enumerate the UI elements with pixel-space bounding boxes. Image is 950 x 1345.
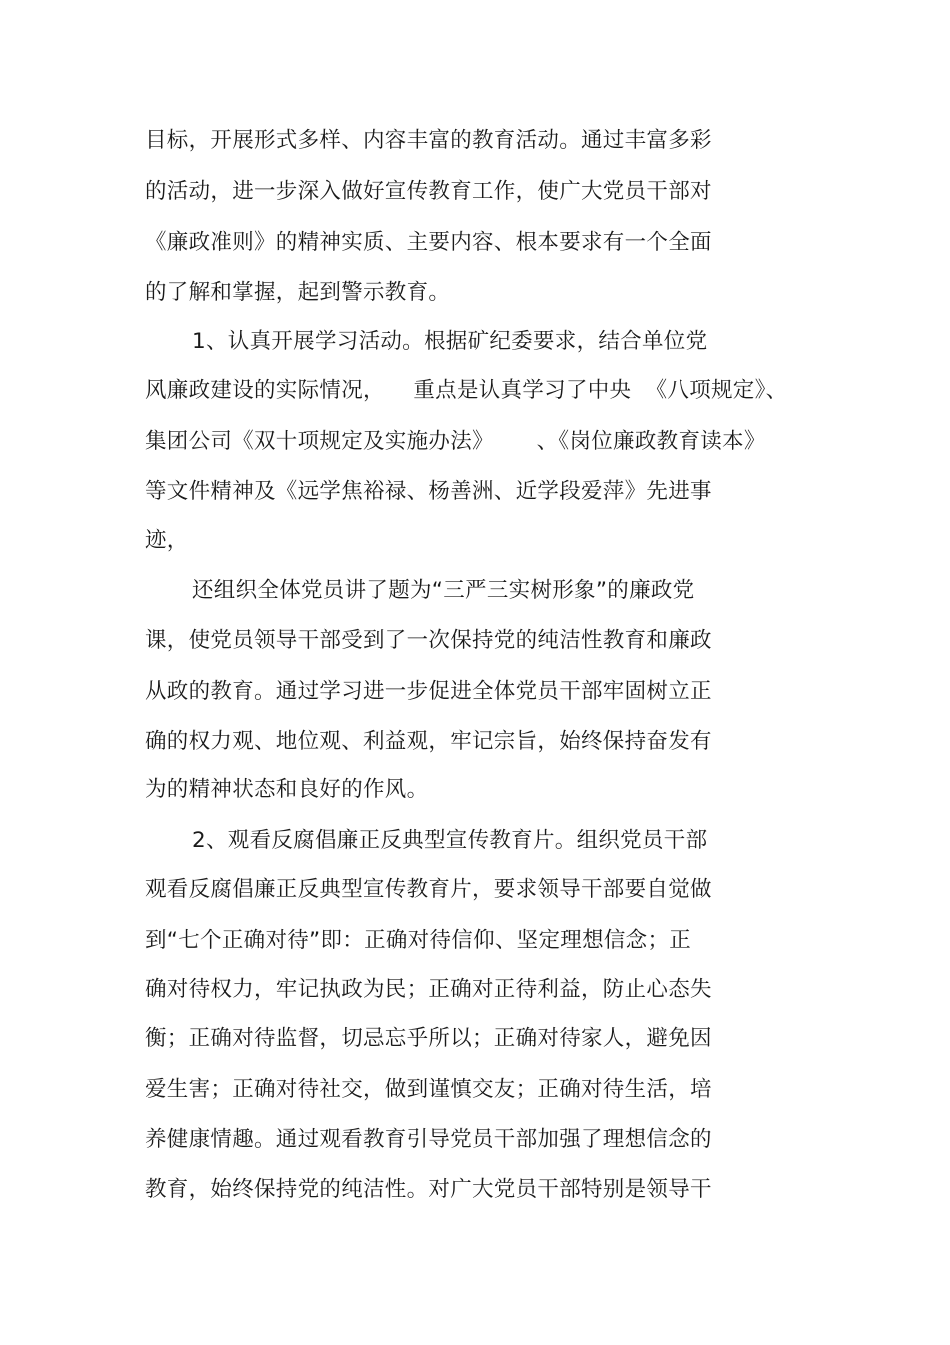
text-line: 的活动，进一步深入做好宣传教育工作，使广大党员干部对	[145, 179, 712, 204]
text-line: 集团公司《双十项规定及实施办法》 、《岗位廉政教育读本》	[145, 429, 766, 454]
text-line: 到“七个正确对待”即：正确对待信仰、坚定理想信念；正	[145, 928, 692, 953]
text-line: 养健康情趣。通过观看教育引导党员干部加强了理想信念的	[145, 1127, 712, 1152]
text-line: 迹，	[145, 528, 189, 553]
text-line: 为的精神状态和良好的作风。	[145, 777, 429, 802]
text-line: 等文件精神及《远学焦裕禄、杨善洲、近学段爱萍》先进事	[145, 479, 712, 504]
text-line: 的了解和掌握，起到警示教育。	[145, 280, 451, 305]
text-line: 风廉政建设的实际情况， 重点是认真学习了中央 《八项规定》、	[145, 378, 788, 403]
text-line: 课，使党员领导干部受到了一次保持党的纯洁性教育和廉政	[145, 628, 712, 653]
text-line: 衡；正确对待监督，切忌忘乎所以；正确对待家人，避免因	[145, 1026, 712, 1051]
paragraph-start-line: 还组织全体党员讲了题为“三严三实树形象”的廉政党	[192, 578, 695, 603]
paragraph-start-line: 1、认真开展学习活动。根据矿纪委要求，结合单位党	[192, 329, 708, 354]
text-line: 确的权力观、地位观、利益观，牢记宗旨，始终保持奋发有	[145, 729, 712, 754]
text-line: 教育，始终保持党的纯洁性。对广大党员干部特别是领导干	[145, 1177, 712, 1202]
paragraph-start-line: 2、观看反腐倡廉正反典型宣传教育片。组织党员干部	[192, 828, 708, 853]
text-line: 目标，开展形式多样、内容丰富的教育活动。通过丰富多彩	[145, 128, 712, 153]
text-line: 确对待权力，牢记执政为民；正确对正待利益，防止心态失	[145, 977, 712, 1002]
text-line: 观看反腐倡廉正反典型宣传教育片，要求领导干部要自觉做	[145, 877, 712, 902]
text-line: 《廉政准则》的精神实质、主要内容、根本要求有一个全面	[145, 230, 712, 255]
text-line: 爱生害；正确对待社交，做到谨慎交友；正确对待生活，培	[145, 1077, 712, 1102]
text-line: 从政的教育。通过学习进一步促进全体党员干部牢固树立正	[145, 679, 712, 704]
